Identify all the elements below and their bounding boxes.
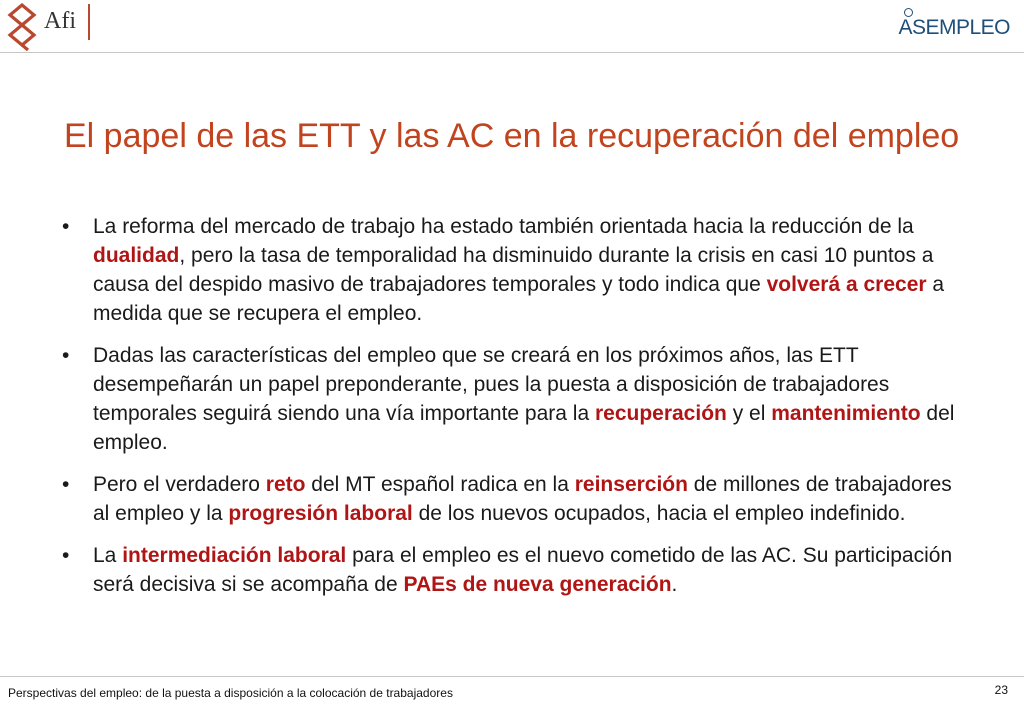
bullet-item (62, 541, 972, 599)
footer-text: Perspectivas del empleo: de la puesta a disposición a la colocación de trabajadores (8, 686, 453, 700)
bullet-list (62, 212, 972, 612)
footer-rule (0, 676, 1024, 677)
bullet-text: La intermediación laboral para el empleo es el nuevo cometido de las AC. Su participación será decisiva si se acompaña de PAEs de nueva generación. (93, 544, 953, 596)
asempleo-logo-text: ASEMPLEO (898, 16, 1010, 39)
afi-logo-text: Afi (44, 8, 76, 34)
highlight-term: reto (265, 473, 306, 496)
bullet-text: Pero el verdadero reto del MT español radica en la reinserción de millones de trabajadores al empleo y la progresión laboral de los nuevos ocupados, hacia el empleo indefinido. (93, 473, 952, 525)
bullet-dot-icon: • (62, 473, 70, 496)
bullet-item (62, 470, 972, 528)
bullet-text: Dadas las características del empleo que se creará en los próximos años, las ETT desempeñarán un papel preponderante, pues la puesta a disposición de trabajadores temporales seguirá siendo una vía importante para la recuperación y el mantenimiento del empleo. (93, 344, 955, 454)
bullet-dot-icon: • (62, 544, 70, 567)
bullet-dot-icon: • (62, 344, 70, 367)
page-number: 23 (994, 683, 1008, 697)
asempleo-logo (898, 16, 1010, 40)
highlight-term: mantenimiento (771, 402, 921, 425)
bullet-item (62, 212, 972, 328)
highlight-term: dualidad (93, 244, 180, 267)
highlight-term: volverá a crecer (766, 273, 927, 296)
slide-title: El papel de las ETT y las AC en la recuperación del empleo (64, 116, 960, 155)
bullet-dot-icon: • (62, 215, 70, 238)
bullet-text: La reforma del mercado de trabajo ha estado también orientada hacia la reducción de la dualidad, pero la tasa de temporalidad ha disminuido durante la crisis en casi 10 puntos a causa del despido masivo de trabajadores temporales y todo indica que volverá a crecer a medida que se recupera el empleo. (93, 215, 945, 325)
highlight-term: progresión laboral (228, 502, 413, 525)
highlight-term: reinserción (574, 473, 688, 496)
highlight-term: PAEs de nueva generación (403, 573, 672, 596)
logo-divider (88, 4, 90, 40)
bullet-item (62, 341, 972, 457)
afi-logo-icon (4, 3, 40, 51)
header-rule (0, 52, 1024, 53)
highlight-term: intermediación laboral (122, 544, 347, 567)
slide-header (0, 0, 1024, 56)
highlight-term: recuperación (594, 402, 727, 425)
